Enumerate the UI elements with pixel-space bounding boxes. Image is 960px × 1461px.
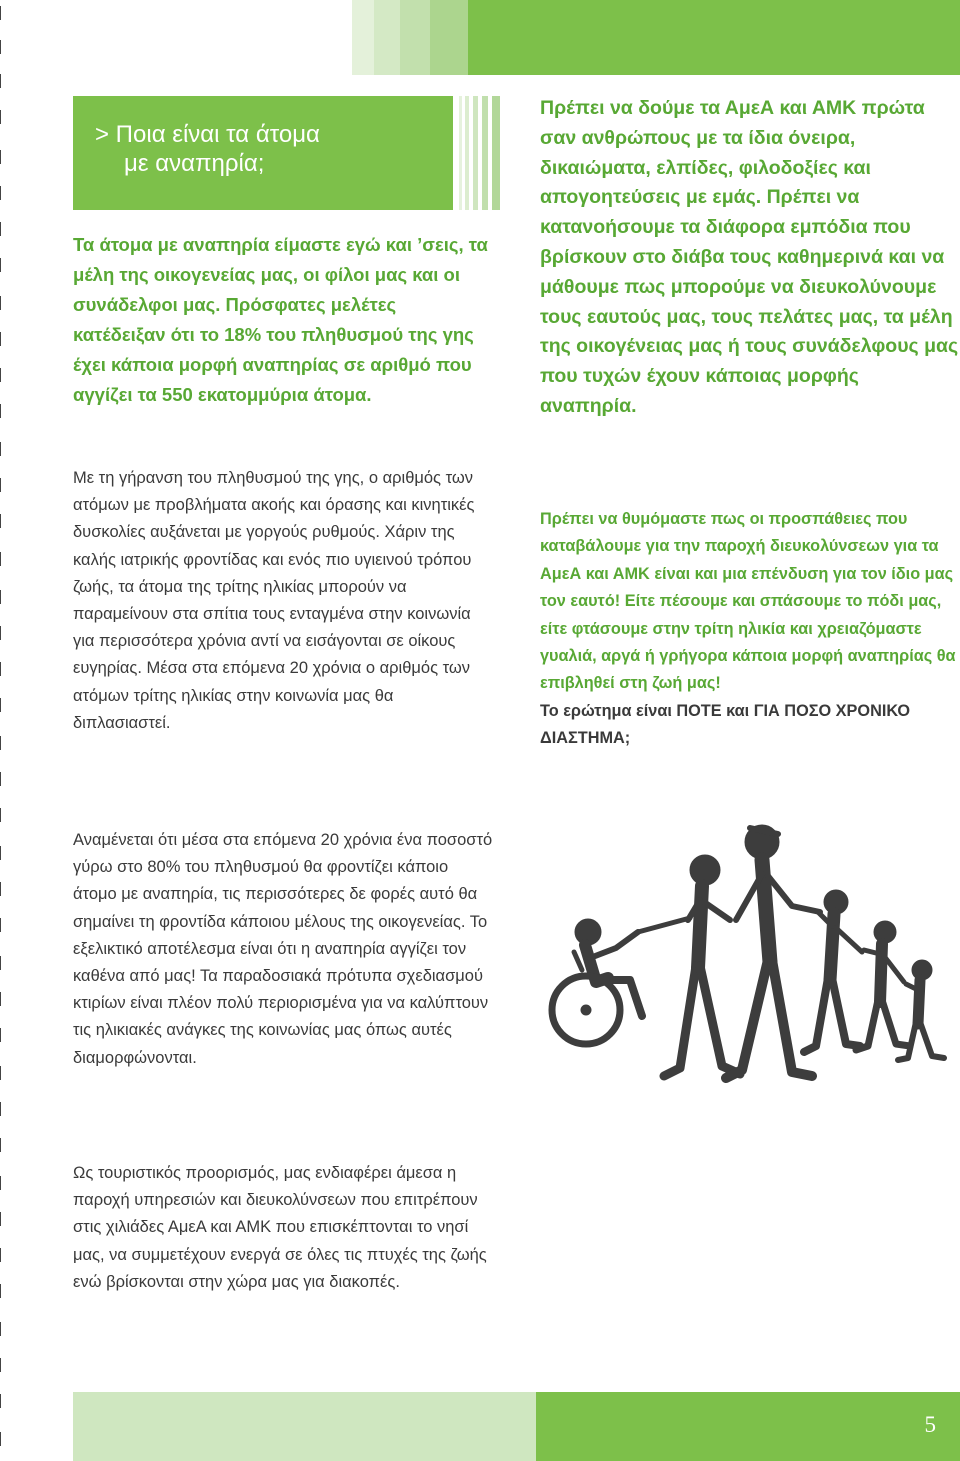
page-number: 5 (924, 1412, 936, 1437)
top-decorative-stripes (0, 0, 960, 75)
body-paragraph-care: Αναμένεται ότι μέσα στα επόμενα 20 χρόνια ένα ποσοστό γύρω στο 80% του πληθυσμού θα φροντίζει κάποιο άτομο με αναπηρία, τις περισσότερες δε φορές αυτό θα σημαίνει τη φροντίδα κάποιου μέλους της οικογενείας. Το εξελικτικό αποτέλεσμα είναι ότι η αναπηρία αγγίζει τον καθένα από μας! Τα παραδοσιακά πρότυπα σχεδιασμού κτιρίων είναι πλέον πολύ περιορισμένα για να καλύπτουν τις ηλικιακές ανάγκες της κοινωνίας μας όπως αυτές διαμορφώνονται. (73, 831, 493, 1067)
header-side-stripes (459, 96, 501, 210)
right-body-green-text: Πρέπει να θυμόμαστε πως οι προσπάθειες που καταβάλουμε για την παροχή διευκολύνσεων για τα ΑμεΑ και ΑΜΚ είναι και μια επένδυση για τον ίδιο μας τον εαυτό! Είτε πέσουμε και σπάσουμε το πόδι μας, είτε φτάσουμε στην τρίτη ηλικία και χρειαζόμαστε γυαλιά, αργά ή γρήγορα κάποια μορφή αναπηρίας θα επιβληθεί στη ζωή μας! (540, 510, 956, 693)
right-body-question: Το ερώτημα είναι ΠΟΤΕ και ΓΙΑ ΠΟΣΟ ΧΡΟΝΙΚΟ ΔΙΑΣΤΗΜΑ; (540, 701, 911, 748)
footer-light-band (73, 1392, 536, 1461)
section-title (95, 120, 320, 178)
crop-marks (0, 0, 20, 1461)
right-body-paragraph (540, 506, 960, 753)
footer-bar (73, 1392, 960, 1461)
section-title-line2: με αναπηρία; (124, 150, 265, 177)
right-intro-paragraph: Πρέπει να δούμε τα ΑμεΑ και ΑΜΚ πρώτα σαν ανθρώπους με τα ίδια όνειρα, δικαιώματα, ελπίδες, φιλοδοξίες και απογοητεύσεις με εμάς. Πρέπει να κατανοήσουμε τα διάφορα εμπόδια που βρίσκουν στο διάβα τους καθημερινά και να μάθουμε πως μπορούμε να διευκολύνουμε τους εαυτούς μας, τους πελάτες μας, τα μέλη της οικογένειας μας ή τους συνάδελφους μας που τυχών έχουν κάποιας μορφής αναπηρία. (540, 97, 959, 417)
section-title-line1: > Ποια είναι τα άτομα (95, 121, 320, 148)
family-silhouettes-icon (530, 820, 960, 1120)
intro-paragraph: Τα άτομα με αναπηρία είμαστε εγώ και ’σεις, τα μέλη της οικογενείας μας, οι φίλοι μας και οι συνάδελφοι μας. Πρόσφατες μελέτες κατέδειξαν ότι το 18% του πληθυσμού της γης έχει κάποια μορφή αναπηρίας σε αριθμό που αγγίζει τα 550 εκατομμύρια άτομα. (73, 234, 488, 405)
body-paragraph-tourism: Ως τουριστικός προορισμός, μας ενδιαφέρει άμεσα η παροχή υπηρεσιών και διευκολύνσεων που επιτρέπουν στις χιλιάδες ΑμεΑ και ΑΜΚ που επισκέπτονται το νησί μας, να συμμετέχουν ενεργά σε όλες τις πτυχές της ζωής ενώ βρίσκονται στην χώρα μας για διακοπές. (73, 1164, 487, 1291)
section-header (73, 96, 453, 210)
body-paragraph-aging: Με τη γήρανση του πληθυσμού της γης, ο αριθμός των ατόμων με προβλήματα ακοής και όρασης και κινητικές δυσκολίες αυξάνεται με γοργούς ρυθμούς. Χάριν της καλής ιατρικής φροντίδας και ενός πιο υγιεινού τρόπου ζωής, τα άτομα της τρίτης ηλικίας μπορούν να παραμείνουν στα σπίτια τους ενταγμένα στην κοινωνία για περισσότερα χρόνια αντί να εισάγονται σε οίκους ευγηρίας. Μέσα στα επόμενα 20 χρόνια ο αριθμός των ατόμων τρίτης ηλικίας στην κοινωνία μας θα διπλασιαστεί. (73, 469, 475, 732)
